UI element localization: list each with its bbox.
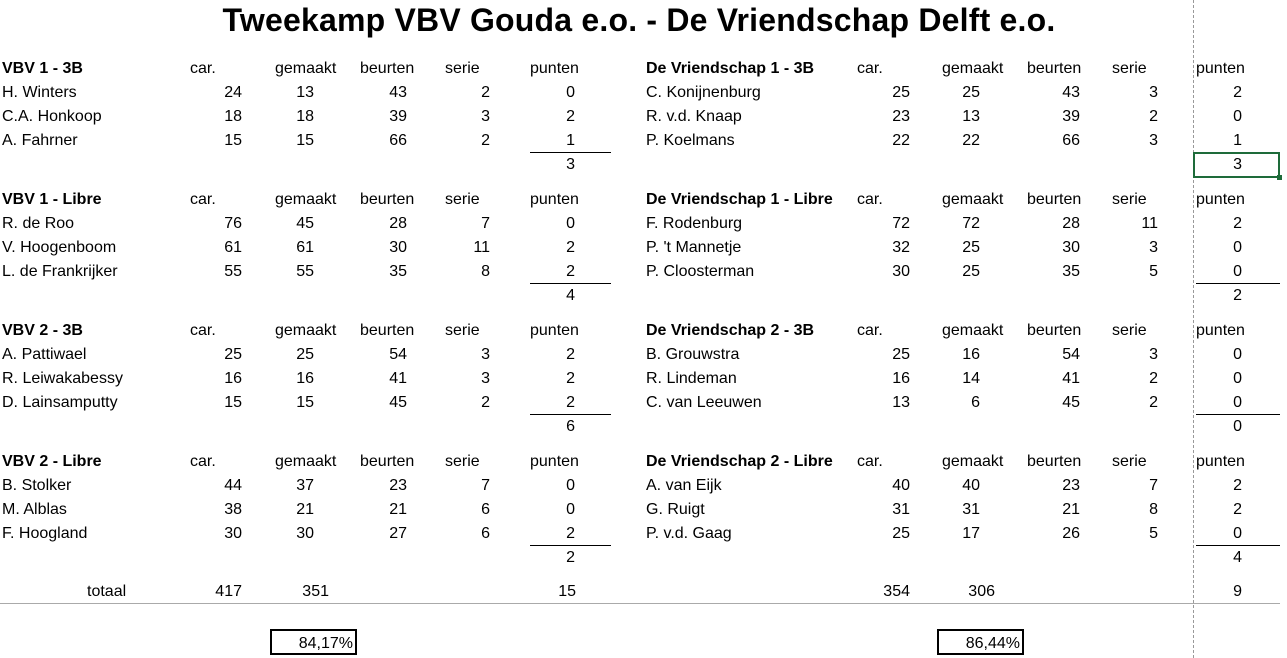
cell-punten[interactable]: 1 xyxy=(566,132,575,149)
punten-subtotal[interactable]: 3 xyxy=(566,156,575,173)
cell-punten[interactable]: 2 xyxy=(1233,215,1242,232)
column-header-car[interactable]: car. xyxy=(190,453,216,470)
left-totaal-punten[interactable]: 15 xyxy=(558,583,576,600)
player-name[interactable]: P. Koelmans xyxy=(646,132,735,149)
cell-punten[interactable]: 2 xyxy=(566,239,575,256)
player-name[interactable]: F. Hoogland xyxy=(2,525,88,542)
cell-beurten[interactable]: 28 xyxy=(1062,215,1080,232)
cell-car[interactable]: 15 xyxy=(224,394,242,411)
column-header-punten[interactable]: punten xyxy=(530,322,579,339)
punten-subtotal[interactable]: 3 xyxy=(1233,156,1242,173)
cell-car[interactable]: 40 xyxy=(892,477,910,494)
player-name[interactable]: P. v.d. Gaag xyxy=(646,525,732,542)
cell-car[interactable]: 32 xyxy=(892,239,910,256)
column-header-serie[interactable]: serie xyxy=(445,322,480,339)
right-percentage[interactable]: 86,44% xyxy=(937,629,1024,655)
cell-serie[interactable]: 7 xyxy=(481,477,490,494)
cell-punten[interactable]: 2 xyxy=(1233,84,1242,101)
cell-beurten[interactable]: 35 xyxy=(389,263,407,280)
cell-gemaakt[interactable]: 25 xyxy=(962,263,980,280)
cell-car[interactable]: 24 xyxy=(224,84,242,101)
cell-beurten[interactable]: 21 xyxy=(389,501,407,518)
column-header-gemaakt[interactable]: gemaakt xyxy=(942,453,1004,470)
column-header-gemaakt[interactable]: gemaakt xyxy=(942,60,1004,77)
column-header-car[interactable]: car. xyxy=(857,60,883,77)
player-name[interactable]: V. Hoogenboom xyxy=(2,239,117,256)
cell-gemaakt[interactable]: 17 xyxy=(962,525,980,542)
cell-punten[interactable]: 2 xyxy=(566,346,575,363)
cell-serie[interactable]: 3 xyxy=(1149,132,1158,149)
cell-gemaakt[interactable]: 25 xyxy=(296,346,314,363)
cell-beurten[interactable]: 23 xyxy=(1062,477,1080,494)
cell-beurten[interactable]: 21 xyxy=(1062,501,1080,518)
cell-punten[interactable]: 0 xyxy=(1233,370,1242,387)
cell-car[interactable]: 16 xyxy=(224,370,242,387)
cell-car[interactable]: 23 xyxy=(892,108,910,125)
cell-serie[interactable]: 3 xyxy=(481,346,490,363)
player-name[interactable]: M. Alblas xyxy=(2,501,67,518)
column-header-beurten[interactable]: beurten xyxy=(360,191,415,208)
punten-subtotal[interactable]: 4 xyxy=(566,287,575,304)
cell-car[interactable]: 31 xyxy=(892,501,910,518)
cell-serie[interactable]: 11 xyxy=(1141,215,1158,232)
punten-subtotal[interactable]: 4 xyxy=(1233,549,1242,566)
cell-punten[interactable]: 0 xyxy=(1233,525,1242,542)
cell-serie[interactable]: 2 xyxy=(1149,370,1158,387)
cell-car[interactable]: 22 xyxy=(892,132,910,149)
cell-beurten[interactable]: 66 xyxy=(1062,132,1080,149)
cell-punten[interactable]: 0 xyxy=(566,84,575,101)
cell-punten[interactable]: 0 xyxy=(566,215,575,232)
cell-beurten[interactable]: 45 xyxy=(389,394,407,411)
cell-beurten[interactable]: 54 xyxy=(1062,346,1080,363)
player-name[interactable]: G. Ruigt xyxy=(646,501,705,518)
cell-gemaakt[interactable]: 16 xyxy=(296,370,314,387)
player-name[interactable]: B. Stolker xyxy=(2,477,72,494)
column-header-punten[interactable]: punten xyxy=(1196,60,1245,77)
cell-beurten[interactable]: 27 xyxy=(389,525,407,542)
punten-subtotal[interactable]: 2 xyxy=(566,549,575,566)
cell-gemaakt[interactable]: 15 xyxy=(296,132,314,149)
cell-punten[interactable]: 0 xyxy=(1233,346,1242,363)
player-name[interactable]: R. de Roo xyxy=(2,215,75,232)
cell-beurten[interactable]: 41 xyxy=(389,370,407,387)
column-header-serie[interactable]: serie xyxy=(1112,191,1147,208)
cell-beurten[interactable]: 43 xyxy=(1062,84,1080,101)
player-name[interactable]: A. Pattiwael xyxy=(2,346,87,363)
column-header-beurten[interactable]: beurten xyxy=(1027,191,1082,208)
player-name[interactable]: R. Leiwakabessy xyxy=(2,370,123,387)
cell-serie[interactable]: 8 xyxy=(481,263,490,280)
cell-car[interactable]: 13 xyxy=(892,394,910,411)
cell-gemaakt[interactable]: 13 xyxy=(962,108,980,125)
page-title[interactable]: Tweekamp VBV Gouda e.o. - De Vriendschap Delft e.o. xyxy=(222,2,1056,38)
cell-serie[interactable]: 3 xyxy=(1149,239,1158,256)
right-totaal-gemaakt[interactable]: 306 xyxy=(968,583,995,600)
cell-serie[interactable]: 7 xyxy=(1149,477,1158,494)
column-header-gemaakt[interactable]: gemaakt xyxy=(942,322,1004,339)
cell-punten[interactable]: 1 xyxy=(1233,132,1242,149)
cell-serie[interactable]: 6 xyxy=(481,525,490,542)
cell-serie[interactable]: 2 xyxy=(1149,108,1158,125)
cell-gemaakt[interactable]: 16 xyxy=(962,346,980,363)
cell-car[interactable]: 25 xyxy=(892,525,910,542)
player-name[interactable]: L. de Frankrijker xyxy=(2,263,118,280)
player-name[interactable]: C. van Leeuwen xyxy=(646,394,762,411)
right-totaal-punten[interactable]: 9 xyxy=(1233,583,1242,600)
column-header-beurten[interactable]: beurten xyxy=(360,453,415,470)
team-header[interactable]: VBV 1 - Libre xyxy=(2,191,102,208)
cell-punten[interactable]: 0 xyxy=(1233,394,1242,411)
fill-handle[interactable] xyxy=(1277,175,1282,180)
cell-car[interactable]: 30 xyxy=(224,525,242,542)
cell-punten[interactable]: 0 xyxy=(1233,263,1242,280)
cell-serie[interactable]: 2 xyxy=(481,394,490,411)
column-header-punten[interactable]: punten xyxy=(1196,191,1245,208)
column-header-punten[interactable]: punten xyxy=(1196,453,1245,470)
cell-gemaakt[interactable]: 25 xyxy=(962,239,980,256)
column-header-serie[interactable]: serie xyxy=(445,60,480,77)
player-name[interactable]: B. Grouwstra xyxy=(646,346,740,363)
cell-punten[interactable]: 2 xyxy=(566,370,575,387)
cell-punten[interactable]: 2 xyxy=(566,108,575,125)
column-header-gemaakt[interactable]: gemaakt xyxy=(942,191,1004,208)
cell-punten[interactable]: 2 xyxy=(1233,477,1242,494)
cell-punten[interactable]: 2 xyxy=(566,263,575,280)
cell-car[interactable]: 72 xyxy=(892,215,910,232)
player-name[interactable]: R. Lindeman xyxy=(646,370,737,387)
team-header[interactable]: VBV 1 - 3B xyxy=(2,60,83,77)
cell-gemaakt[interactable]: 55 xyxy=(296,263,314,280)
team-header[interactable]: De Vriendschap 2 - 3B xyxy=(646,322,815,339)
column-header-beurten[interactable]: beurten xyxy=(360,322,415,339)
cell-beurten[interactable]: 30 xyxy=(389,239,407,256)
cell-serie[interactable]: 3 xyxy=(1149,346,1158,363)
column-header-car[interactable]: car. xyxy=(190,60,216,77)
cell-gemaakt[interactable]: 61 xyxy=(296,239,314,256)
column-header-gemaakt[interactable]: gemaakt xyxy=(275,191,337,208)
cell-beurten[interactable]: 39 xyxy=(389,108,407,125)
cell-punten[interactable]: 2 xyxy=(566,394,575,411)
selected-cell[interactable] xyxy=(1193,152,1280,178)
column-header-gemaakt[interactable]: gemaakt xyxy=(275,60,337,77)
player-name[interactable]: C.A. Honkoop xyxy=(2,108,102,125)
cell-gemaakt[interactable]: 15 xyxy=(296,394,314,411)
cell-gemaakt[interactable]: 40 xyxy=(962,477,980,494)
column-header-gemaakt[interactable]: gemaakt xyxy=(275,322,337,339)
cell-beurten[interactable]: 54 xyxy=(389,346,407,363)
cell-gemaakt[interactable]: 21 xyxy=(296,501,314,518)
cell-beurten[interactable]: 41 xyxy=(1062,370,1080,387)
player-name[interactable]: R. v.d. Knaap xyxy=(646,108,742,125)
cell-serie[interactable]: 5 xyxy=(1149,525,1158,542)
column-header-beurten[interactable]: beurten xyxy=(1027,453,1082,470)
column-header-punten[interactable]: punten xyxy=(530,191,579,208)
cell-serie[interactable]: 2 xyxy=(481,132,490,149)
cell-car[interactable]: 18 xyxy=(224,108,242,125)
cell-car[interactable]: 30 xyxy=(892,263,910,280)
cell-beurten[interactable]: 30 xyxy=(1062,239,1080,256)
cell-gemaakt[interactable]: 31 xyxy=(962,501,980,518)
cell-serie[interactable]: 3 xyxy=(481,108,490,125)
cell-beurten[interactable]: 43 xyxy=(389,84,407,101)
punten-subtotal[interactable]: 2 xyxy=(1233,287,1242,304)
cell-car[interactable]: 55 xyxy=(224,263,242,280)
player-name[interactable]: H. Winters xyxy=(2,84,77,101)
cell-car[interactable]: 16 xyxy=(892,370,910,387)
player-name[interactable]: A. Fahrner xyxy=(2,132,78,149)
column-header-car[interactable]: car. xyxy=(857,322,883,339)
totaal-label[interactable]: totaal xyxy=(87,583,127,600)
left-totaal-gemaakt[interactable]: 351 xyxy=(302,583,329,600)
cell-punten[interactable]: 0 xyxy=(1233,108,1242,125)
column-header-serie[interactable]: serie xyxy=(1112,60,1147,77)
cell-car[interactable]: 25 xyxy=(892,346,910,363)
team-header[interactable]: VBV 2 - 3B xyxy=(2,322,83,339)
cell-gemaakt[interactable]: 37 xyxy=(296,477,314,494)
player-name[interactable]: A. van Eijk xyxy=(646,477,722,494)
cell-gemaakt[interactable]: 22 xyxy=(962,132,980,149)
cell-beurten[interactable]: 39 xyxy=(1062,108,1080,125)
cell-serie[interactable]: 2 xyxy=(481,84,490,101)
player-name[interactable]: P. Cloosterman xyxy=(646,263,755,280)
cell-beurten[interactable]: 66 xyxy=(389,132,407,149)
team-header[interactable]: VBV 2 - Libre xyxy=(2,453,102,470)
cell-gemaakt[interactable]: 30 xyxy=(296,525,314,542)
cell-gemaakt[interactable]: 72 xyxy=(962,215,980,232)
right-totaal-car[interactable]: 354 xyxy=(883,583,910,600)
column-header-car[interactable]: car. xyxy=(857,191,883,208)
column-header-car[interactable]: car. xyxy=(190,191,216,208)
cell-serie[interactable]: 11 xyxy=(473,239,490,256)
column-header-serie[interactable]: serie xyxy=(445,191,480,208)
cell-serie[interactable]: 5 xyxy=(1149,263,1158,280)
cell-gemaakt[interactable]: 18 xyxy=(296,108,314,125)
cell-punten[interactable]: 0 xyxy=(1233,239,1242,256)
cell-serie[interactable]: 3 xyxy=(1149,84,1158,101)
player-name[interactable]: P. 't Mannetje xyxy=(646,239,742,256)
column-header-punten[interactable]: punten xyxy=(530,60,579,77)
player-name[interactable]: D. Lainsamputty xyxy=(2,394,118,411)
cell-serie[interactable]: 8 xyxy=(1149,501,1158,518)
cell-serie[interactable]: 2 xyxy=(1149,394,1158,411)
cell-punten[interactable]: 0 xyxy=(566,477,575,494)
cell-serie[interactable]: 3 xyxy=(481,370,490,387)
cell-punten[interactable]: 0 xyxy=(566,501,575,518)
cell-gemaakt[interactable]: 6 xyxy=(971,394,980,411)
player-name[interactable]: F. Rodenburg xyxy=(646,215,743,232)
cell-punten[interactable]: 2 xyxy=(566,525,575,542)
column-header-beurten[interactable]: beurten xyxy=(1027,322,1082,339)
column-header-beurten[interactable]: beurten xyxy=(1027,60,1082,77)
cell-car[interactable]: 44 xyxy=(224,477,242,494)
cell-gemaakt[interactable]: 14 xyxy=(962,370,980,387)
column-header-gemaakt[interactable]: gemaakt xyxy=(275,453,337,470)
cell-punten[interactable]: 2 xyxy=(1233,501,1242,518)
cell-beurten[interactable]: 26 xyxy=(1062,525,1080,542)
team-header[interactable]: De Vriendschap 1 - Libre xyxy=(646,191,833,208)
team-header[interactable]: De Vriendschap 2 - Libre xyxy=(646,453,833,470)
punten-subtotal[interactable]: 0 xyxy=(1233,418,1242,435)
column-header-punten[interactable]: punten xyxy=(530,453,579,470)
column-header-punten[interactable]: punten xyxy=(1196,322,1245,339)
column-header-serie[interactable]: serie xyxy=(1112,453,1147,470)
cell-car[interactable]: 25 xyxy=(224,346,242,363)
cell-serie[interactable]: 6 xyxy=(481,501,490,518)
column-header-serie[interactable]: serie xyxy=(445,453,480,470)
left-totaal-car[interactable]: 417 xyxy=(215,583,242,600)
column-header-car[interactable]: car. xyxy=(190,322,216,339)
cell-serie[interactable]: 7 xyxy=(481,215,490,232)
team-header[interactable]: De Vriendschap 1 - 3B xyxy=(646,60,815,77)
cell-car[interactable]: 38 xyxy=(224,501,242,518)
left-percentage[interactable]: 84,17% xyxy=(270,629,357,655)
cell-car[interactable]: 15 xyxy=(224,132,242,149)
cell-gemaakt[interactable]: 13 xyxy=(296,84,314,101)
column-header-beurten[interactable]: beurten xyxy=(360,60,415,77)
column-header-serie[interactable]: serie xyxy=(1112,322,1147,339)
column-header-car[interactable]: car. xyxy=(857,453,883,470)
cell-car[interactable]: 61 xyxy=(224,239,242,256)
cell-beurten[interactable]: 28 xyxy=(389,215,407,232)
cell-car[interactable]: 25 xyxy=(892,84,910,101)
cell-gemaakt[interactable]: 45 xyxy=(296,215,314,232)
cell-beurten[interactable]: 35 xyxy=(1062,263,1080,280)
player-name[interactable]: C. Konijnenburg xyxy=(646,84,761,101)
cell-car[interactable]: 76 xyxy=(224,215,242,232)
cell-gemaakt[interactable]: 25 xyxy=(962,84,980,101)
punten-subtotal[interactable]: 6 xyxy=(566,418,575,435)
cell-beurten[interactable]: 23 xyxy=(389,477,407,494)
cell-beurten[interactable]: 45 xyxy=(1062,394,1080,411)
